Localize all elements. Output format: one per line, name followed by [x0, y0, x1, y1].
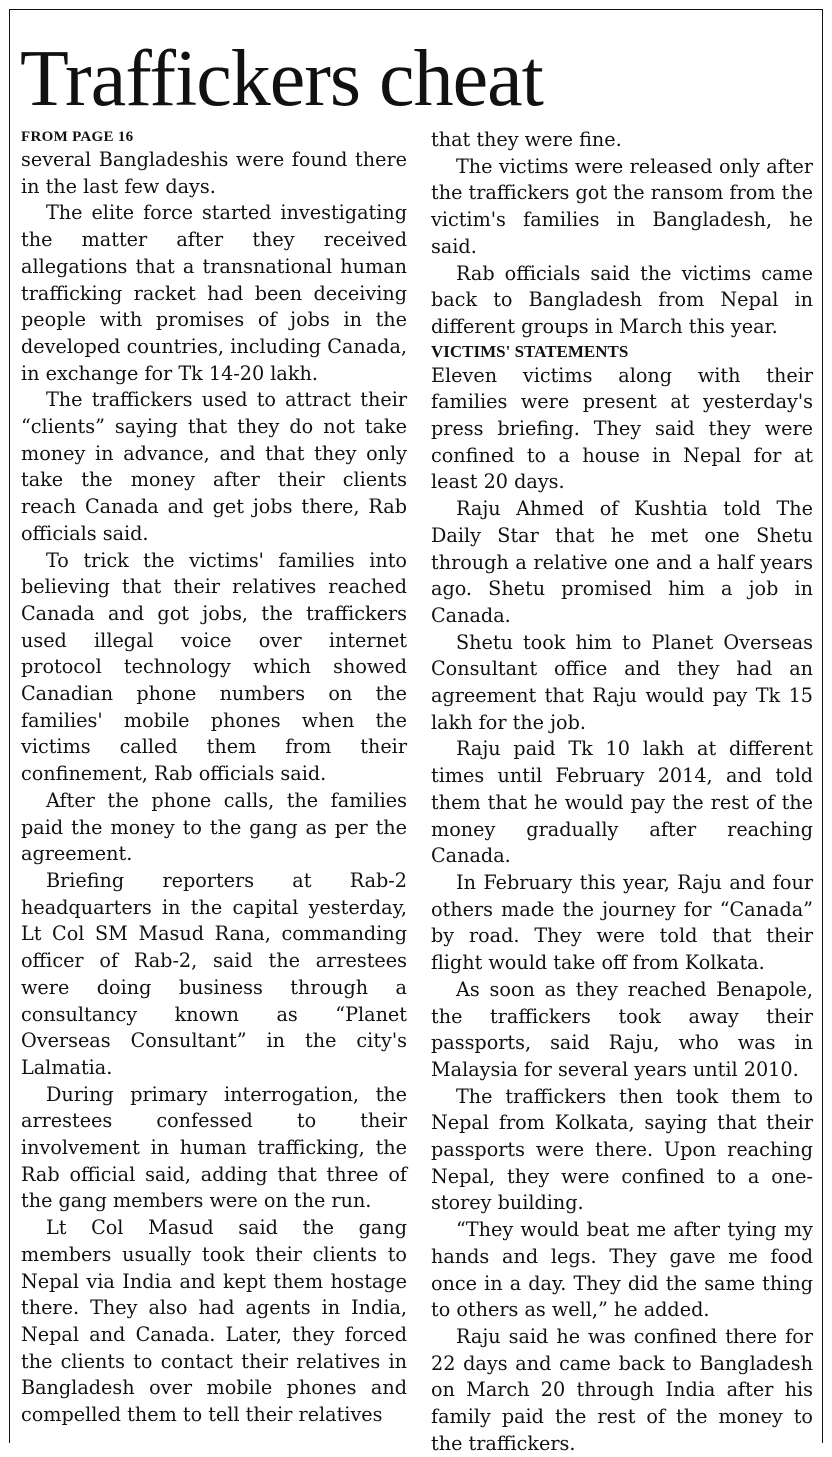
- paragraph: After the phone calls, the families paid the money to the gang as per the agreement.: [21, 788, 407, 866]
- paragraph: several Bangladeshis were found there in the last few days.: [21, 148, 407, 198]
- paragraph: “They would beat me after tying my hands and legs. They gave me food once in a day. They did the same thing to others as well,” he added.: [431, 1218, 813, 1322]
- paragraph: During primary interrogation, the arrestees confessed to their involvement in human trafficking, the Rab official said, adding that three of the gang members were on the run.: [21, 1082, 407, 1213]
- paragraph: Raju paid Tk 10 lakh at different times until February 2014, and told them that he would pay the rest of the money gradually after reaching Canada.: [431, 737, 813, 868]
- paragraph: The traffickers used to attract their “clients” saying that they do not take money in advance, and that they only take the money after their clients reach Canada and get jobs there, Rab officials said.: [21, 388, 407, 545]
- paragraph: Raju Ahmed of Kushtia told The Daily Star that he met one Shetu through a relative one and a half years ago. Shetu promised him a job in Canada.: [431, 497, 813, 627]
- paragraph: Briefing reporters at Rab-2 headquarters in the capital yesterday, Lt Col SM Masud Rana, commanding officer of Rab-2, said the arrestees were doing business through a consultancy known as “Planet Overseas Consultant” in the city's Lalmatia.: [21, 868, 407, 1079]
- article-column-right: [431, 127, 813, 1457]
- article-column-left: [21, 127, 407, 1429]
- paragraph: The victims were released only after the traffickers got the ransom from the victim's families in Bangladesh, he said.: [431, 154, 813, 258]
- paragraph: Lt Col Masud said the gang members usually took their clients to Nepal via India and kept them hostage there. They also had agents in India, Nepal and Canada. Later, they forced the clients to contact their relatives in Bangladesh over mobile phones and compelled them to tell their relatives: [21, 1216, 407, 1427]
- paragraph: In February this year, Raju and four others made the journey for “Canada” by road. They were told that their flight would take off from Kolkata.: [431, 870, 813, 975]
- paragraph: Eleven victims along with their families were present at yesterday's press briefing. They said they were confined to a house in Nepal for at least 20 days.: [431, 363, 813, 494]
- headline: Traffickers cheat: [20, 35, 543, 123]
- paragraph: that they were fine.: [431, 128, 622, 151]
- right-rule: [822, 9, 823, 1443]
- top-rule: [9, 9, 822, 10]
- paragraph: As soon as they reached Benapole, the traffickers took away their passports, said Raju, who was in Malaysia for several years until 2010.: [431, 977, 813, 1081]
- section-subhead: VICTIMS' STATEMENTS: [431, 341, 629, 361]
- paragraph: The traffickers then took them to Nepal from Kolkata, saying that their passports were there. Upon reaching Nepal, they were confined to a one-storey building.: [431, 1084, 813, 1215]
- paragraph: Raju said he was confined there for 22 days and came back to Bangladesh on March 20 through India after his family paid the rest of the money to the traffickers.: [431, 1324, 813, 1455]
- paragraph: Shetu took him to Planet Overseas Consultant office and they had an agreement that Raju would pay Tk 15 lakh for the job.: [431, 630, 813, 734]
- paragraph: The elite force started investigating the matter after they received allegations that a transnational human trafficking racket had been deceiving people with promises of jobs in the developed countries, including Canada, in exchange for Tk 14-20 lakh.: [21, 201, 407, 385]
- paragraph: Rab officials said the victims came back to Bangladesh from Nepal in different groups in March this year.: [431, 261, 813, 338]
- left-rule: [9, 9, 10, 1443]
- paragraph: To trick the victims' families into believing that their relatives reached Canada and got jobs, the traffickers used illegal voice over internet protocol technology which showed Canadian phone numbers on the families' mobile phones when the victims called them from their confinement, Rab officials said.: [21, 548, 407, 786]
- continued-from-label: FROM PAGE 16: [21, 129, 134, 145]
